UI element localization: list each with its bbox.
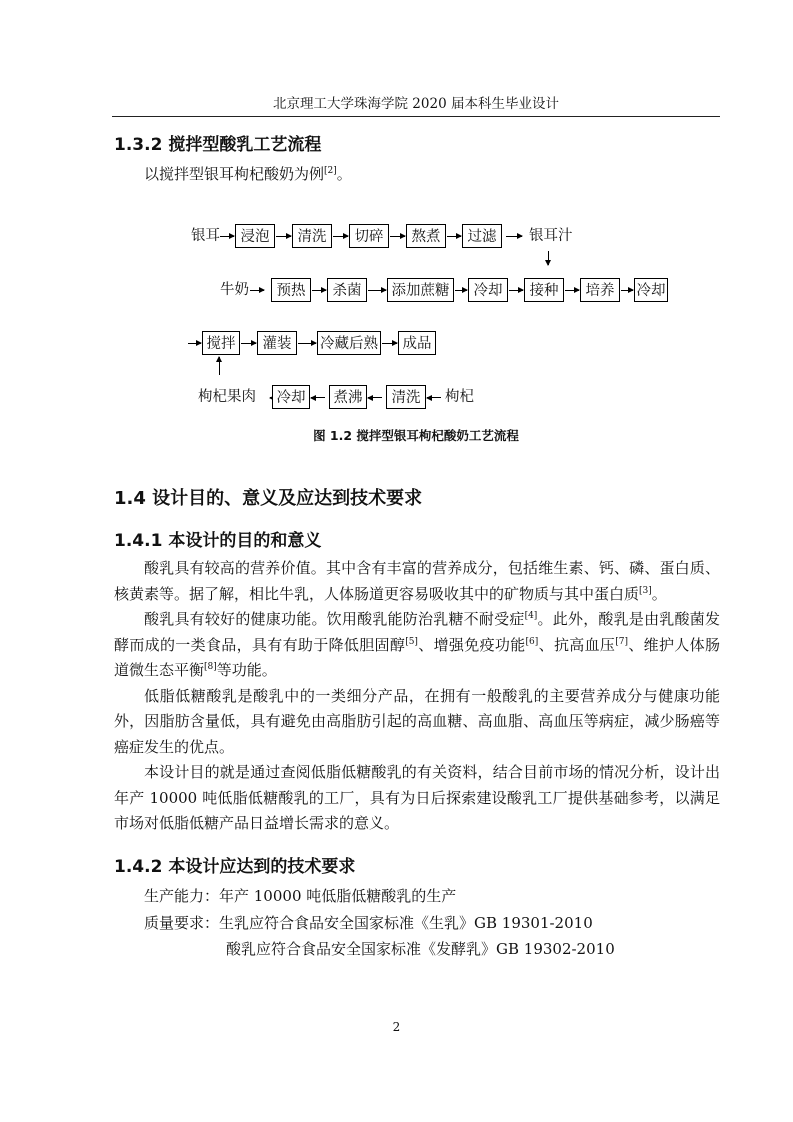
page-header: 北京理工大学珠海学院 2020 届本科生毕业设计 <box>273 96 559 112</box>
flow-step: 熬煮 <box>406 224 446 248</box>
section-heading-1-3-2: 1.3.2 搅拌型酸乳工艺流程 <box>114 135 322 155</box>
flow-step: 接种 <box>524 278 564 302</box>
paragraph: 酸乳具有较高的营养价值。其中含有丰富的营养成分，包括维生素、钙、磷、蛋白质、核黄素等。据了解，相比牛乳，人体肠道更容易吸收其中的矿物质与其中蛋白质[3]。 <box>114 559 720 603</box>
body-text-1-4-1 <box>114 556 720 837</box>
figure-caption: 图 1.2 搅拌型银耳枸杞酸奶工艺流程 <box>313 428 519 443</box>
flow-step: 煮沸 <box>329 385 367 409</box>
paragraph: 本设计目的就是通过查阅低脂低糖酸乳的有关资料，结合目前市场的情况分析，设计出年产 10000 吨低脂低糖酸乳的工厂，具有为日后探索建设酸乳工厂提供基础参考，以满足市场对低脂低糖产品日益增长需求的意义。 <box>114 763 720 832</box>
section-heading-1-4-1: 1.4.1 本设计的目的和意义 <box>114 531 322 551</box>
flow-step: 灌装 <box>257 331 297 355</box>
flow-input-goji-pulp: 枸杞果肉 <box>198 389 256 405</box>
flow-step: 冷藏后熟 <box>317 331 381 355</box>
flow-input-tremella: 银耳 <box>191 228 220 244</box>
paragraph: 低脂低糖酸乳是酸乳中的一类细分产品，在拥有一般酸乳的主要营养成分与健康功能外，因脂肪含量低，具有避免由高脂肪引起的高血糖、高血脂、高血压等病症，减少肠癌等癌症发生的优点。 <box>114 686 720 756</box>
flow-step: 清洗 <box>386 385 426 409</box>
capacity-requirement: 生产能力：年产 10000 吨低脂低糖酸乳的生产 <box>144 887 457 905</box>
flow-step: 切碎 <box>349 224 389 248</box>
header-rule <box>112 116 720 117</box>
quality-requirement-2: 酸乳应符合食品安全国家标准《发酵乳》GB 19302-2010 <box>226 940 615 958</box>
flow-step: 培养 <box>580 278 620 302</box>
flow-step: 浸泡 <box>235 224 275 248</box>
citation: [2] <box>324 166 337 176</box>
flow-step: 清洗 <box>292 224 332 248</box>
flow-step: 冷却 <box>272 385 310 409</box>
flow-input-milk: 牛奶 <box>220 282 249 298</box>
flow-step: 杀菌 <box>327 278 367 302</box>
flow-step: 冷却 <box>468 278 508 302</box>
flow-step: 冷却 <box>634 278 668 302</box>
page-number: 2 <box>392 1020 401 1034</box>
flow-step: 搅拌 <box>202 331 240 355</box>
flow-step: 过滤 <box>462 224 502 248</box>
flow-step: 预热 <box>271 278 311 302</box>
flow-step: 添加蔗糖 <box>387 278 454 302</box>
flow-output-tremella-juice: 银耳汁 <box>529 228 573 244</box>
section-heading-1-4-2: 1.4.2 本设计应达到的技术要求 <box>114 857 356 877</box>
paragraph: 酸乳具有较好的健康功能。饮用酸乳能防治乳糖不耐受症[4]。此外，酸乳是由乳酸菌发酵而成的一类食品，具有有助于降低胆固醇[5]、增强免疫功能[6]、抗高血压[7]、维护人体肠道微生态平衡[8]等功能。 <box>114 610 720 679</box>
flow-input-goji: 枸杞 <box>445 389 474 405</box>
quality-requirement-1: 质量要求：生乳应符合食品安全国家标准《生乳》GB 19301-2010 <box>144 914 593 932</box>
section-heading-1-4: 1.4 设计目的、意义及应达到技术要求 <box>114 488 423 509</box>
flow-step: 成品 <box>398 331 436 355</box>
intro-text: 以搅拌型银耳枸杞酸奶为例[2]。 <box>144 165 352 183</box>
